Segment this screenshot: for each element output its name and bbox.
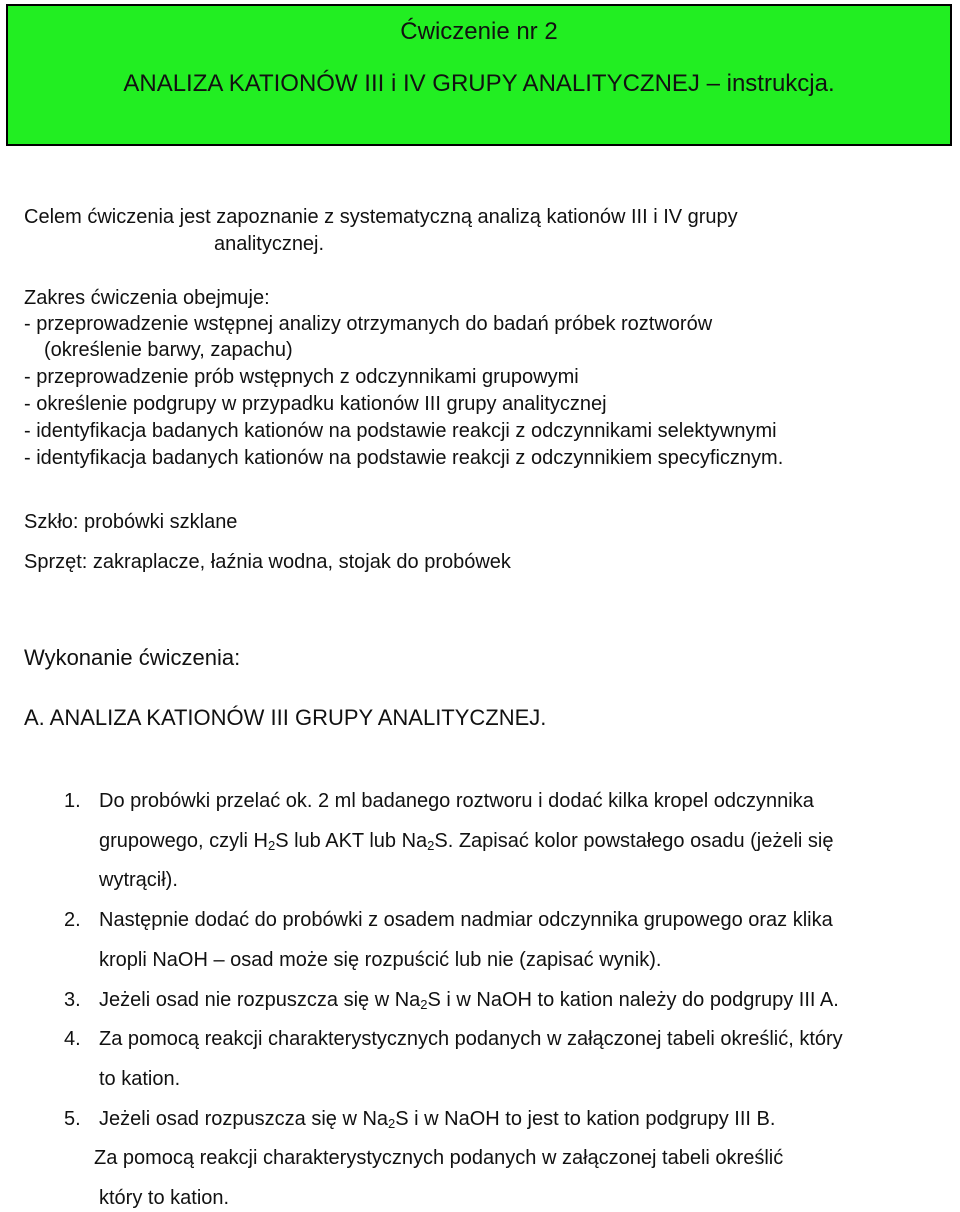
- step-2-line-1: Następnie dodać do probówki z osadem nadmiar odczynnika grupowego oraz klika: [99, 909, 833, 931]
- scope-item-1-cont: (określenie barwy, zapachu): [44, 339, 293, 361]
- glass-line: [24, 511, 237, 534]
- step-3-number: 3.: [64, 989, 81, 1011]
- execution-heading: Wykonanie ćwiczenia:: [24, 645, 241, 670]
- scope-item-3: - określenie podgrupy w przypadku kationów III grupy analitycznej: [24, 393, 607, 415]
- step-1-text-b: S lub AKT lub Na: [275, 830, 428, 852]
- step-1-text-c: S. Zapisać kolor powstałego osadu (jeżeli się: [434, 830, 834, 852]
- scope-lead: Zakres ćwiczenia: [24, 287, 178, 309]
- step-1-text-a: grupowego, czyli H: [99, 830, 268, 852]
- step-5-subscript: 2: [388, 1116, 396, 1131]
- step-4-line-2: to kation.: [99, 1068, 181, 1090]
- aim-continuation: analitycznej.: [214, 233, 325, 255]
- step-5-line-3: który to kation.: [99, 1187, 230, 1209]
- step-1-subscript-1: 2: [267, 838, 276, 853]
- aim-lead: Celem ćwiczenia: [24, 206, 175, 228]
- scope-item-4: - identyfikacja badanych kationów na podstawie reakcji z odczynnikami selektywnymi: [24, 420, 777, 442]
- step-2-line-2: kropli NaOH – osad może się rozpuścić lub nie (zapisać wynik).: [99, 949, 662, 971]
- scope-heading: [24, 287, 270, 310]
- step-5-number: 5.: [64, 1108, 81, 1130]
- scope-item-2: - przeprowadzenie prób wstępnych z odczynnikami grupowymi: [24, 366, 579, 388]
- scope-item-5: - identyfikacja badanych kationów na podstawie reakcji z odczynnikiem specyficznym.: [24, 447, 784, 469]
- equipment-line: [24, 551, 511, 574]
- step-3-text-b: S i w NaOH to kation należy do podgrupy III A.: [427, 989, 839, 1011]
- scope-item-1: - przeprowadzenie wstępnej analizy otrzymanych do badań próbek roztworów: [24, 313, 713, 335]
- step-5-text-a: Jeżeli osad rozpuszcza się w Na: [99, 1108, 389, 1130]
- step-1-line-1: Do probówki przelać ok. 2 ml badanego roztworu i dodać kilka kropel odczynnika: [99, 790, 814, 812]
- step-4-line-1: Za pomocą reakcji charakterystycznych podanych w załączonej tabeli określić, który: [99, 1028, 843, 1050]
- step-1-line-3: wytrącił).: [99, 869, 178, 891]
- step-5-line-1: [99, 1108, 775, 1131]
- glass-label: Szkło:: [24, 511, 79, 533]
- step-2-number: 2.: [64, 909, 81, 931]
- step-1-line-2: [99, 830, 833, 853]
- step-5-line-2: Za pomocą reakcji charakterystycznych podanych w załączonej tabeli określić: [94, 1147, 784, 1169]
- step-3-line: [99, 989, 839, 1012]
- step-4-number: 4.: [64, 1028, 81, 1050]
- equipment-text: zakraplacze, łaźnia wodna, stojak do probówek: [87, 551, 511, 573]
- step-1-number: 1.: [64, 790, 81, 812]
- aim-text: jest zapoznanie z systematyczną analizą kationów III i IV grupy: [174, 206, 738, 228]
- exercise-title: Ćwiczenie nr 2: [400, 18, 558, 45]
- step-5-text-b: S i w NaOH to jest to kation podgrupy III B.: [395, 1108, 776, 1130]
- glass-text: probówki szklane: [78, 511, 238, 533]
- step-3-subscript: 2: [420, 997, 428, 1012]
- exercise-subtitle: ANALIZA KATIONÓW III i IV GRUPY ANALITYCZNEJ – instrukcja.: [123, 70, 835, 97]
- aim-line: [24, 206, 738, 229]
- step-1-subscript-2: 2: [427, 838, 435, 853]
- section-a-heading: A. ANALIZA KATIONÓW III GRUPY ANALITYCZNEJ.: [24, 705, 547, 730]
- equipment-label: Sprzęt:: [24, 551, 88, 573]
- step-3-text-a: Jeżeli osad nie rozpuszcza się w Na: [99, 989, 421, 1011]
- scope-text: obejmuje:: [177, 287, 270, 309]
- title-box: [6, 4, 952, 146]
